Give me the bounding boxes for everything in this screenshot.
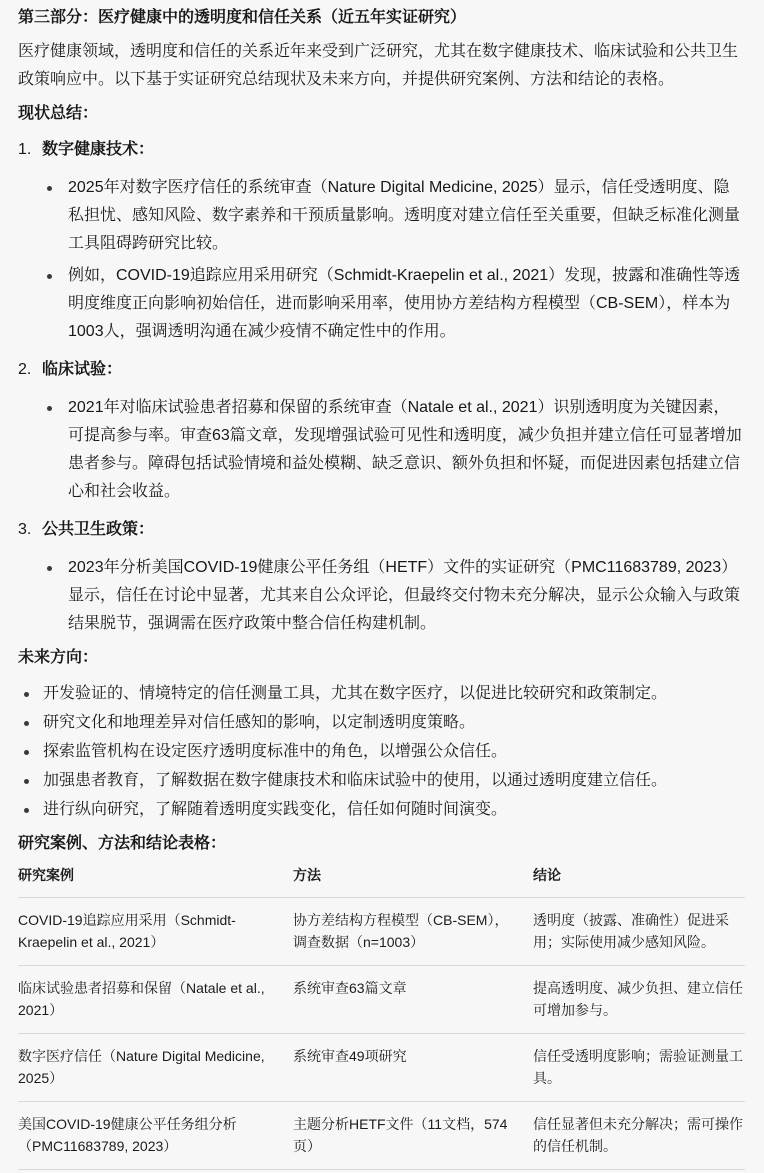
studies-table-head bbox=[18, 860, 745, 898]
future-bullet-item bbox=[18, 767, 745, 795]
table-row bbox=[18, 966, 745, 1034]
bullet-text: 研究文化和地理差异对信任感知的影响，以定制透明度策略。 bbox=[43, 714, 476, 731]
bullet-icon bbox=[47, 566, 52, 571]
status-heading: 现状总结： bbox=[18, 105, 99, 122]
bullet-icon bbox=[24, 692, 29, 697]
section-label: 数字健康技术： bbox=[42, 141, 155, 158]
future-bullet-list bbox=[18, 680, 745, 824]
status-numbered-list bbox=[18, 138, 745, 638]
table-cell: COVID-19追踪应用采用（Schmidt-Kraepelin et al., 2021） bbox=[18, 898, 293, 966]
numbered-section bbox=[18, 358, 745, 506]
table-cell: 透明度（披露、准确性）促进采用；实际使用减少感知风险。 bbox=[533, 898, 745, 966]
page-title: 第三部分：医疗健康中的透明度和信任关系（近五年实证研究） bbox=[18, 9, 467, 26]
table-cell: 协方差结构方程模型（CB-SEM），调查数据（n=1003） bbox=[293, 898, 533, 966]
future-bullet-item bbox=[18, 796, 745, 824]
bullet-item bbox=[18, 394, 745, 506]
section-label: 公共卫生政策： bbox=[42, 521, 155, 538]
future-bullet-item bbox=[18, 738, 745, 766]
section-heading bbox=[18, 138, 745, 162]
section-number: 3. bbox=[18, 521, 32, 538]
table-cell: 数字医疗信任（Nature Digital Medicine, 2025） bbox=[18, 1034, 293, 1102]
studies-table-body bbox=[18, 898, 745, 1170]
future-bullet-item bbox=[18, 709, 745, 737]
table-row bbox=[18, 898, 745, 966]
table-cell: 美国COVID-19健康公平任务组分析（PMC11683789, 2023） bbox=[18, 1102, 293, 1170]
table-header-row bbox=[18, 860, 745, 898]
bullet-icon bbox=[24, 779, 29, 784]
bullet-icon bbox=[24, 721, 29, 726]
section-heading bbox=[18, 518, 745, 542]
table-cell: 主题分析HETF文件（11文档，574页） bbox=[293, 1102, 533, 1170]
studies-table bbox=[18, 860, 745, 1170]
bullet-text: 2025年对数字医疗信任的系统审查（Nature Digital Medicine, 2025）显示，信任受透明度、隐私担忧、感知风险、数字素养和干预质量影响。透明度对建立信任至关重要，但缺乏标准化测量工具阻碍跨研究比较。 bbox=[68, 179, 741, 252]
bullet-item bbox=[18, 174, 745, 258]
table-header-cell: 方法 bbox=[293, 860, 533, 898]
table-header-cell: 结论 bbox=[533, 860, 745, 898]
future-heading: 未来方向： bbox=[18, 649, 99, 666]
table-cell: 信任显著但未充分解决；需可操作的信任机制。 bbox=[533, 1102, 745, 1170]
table-cell: 临床试验患者招募和保留（Natale et al., 2021） bbox=[18, 966, 293, 1034]
bullet-icon bbox=[47, 406, 52, 411]
bullet-text: 开发验证的、情境特定的信任测量工具，尤其在数字医疗，以促进比较研究和政策制定。 bbox=[43, 685, 668, 702]
table-cell: 信任受透明度影响；需验证测量工具。 bbox=[533, 1034, 745, 1102]
bullet-item bbox=[18, 262, 745, 346]
table-cell: 系统审查49项研究 bbox=[293, 1034, 533, 1102]
section-number: 2. bbox=[18, 361, 32, 378]
bullet-text: 进行纵向研究，了解随着透明度实践变化，信任如何随时间演变。 bbox=[43, 801, 508, 818]
numbered-section bbox=[18, 138, 745, 346]
bullet-text: 例如，COVID-19追踪应用采用研究（Schmidt-Kraepelin et al., 2021）发现，披露和准确性等透明度维度正向影响初始信任，进而影响采用率，使用协方差结构方程模型（CB-SEM），样本为1003人，强调透明沟通在减少疫情不确定性中的作用。 bbox=[68, 267, 741, 340]
table-row bbox=[18, 1102, 745, 1170]
bullet-text: 加强患者教育，了解数据在数字健康技术和临床试验中的使用，以通过透明度建立信任。 bbox=[43, 772, 668, 789]
intro-paragraph: 医疗健康领域，透明度和信任的关系近年来受到广泛研究，尤其在数字健康技术、临床试验和公共卫生政策响应中。以下基于实证研究总结现状及未来方向，并提供研究案例、方法和结论的表格。 bbox=[18, 43, 739, 88]
bullet-text: 2021年对临床试验患者招募和保留的系统审查（Natale et al., 2021）识别透明度为关键因素，可提高参与率。审查63篇文章，发现增强试验可见性和透明度，减少负担并建立信任可显著增加患者参与。障碍包括试验情境和益处模糊、缺乏意识、额外负担和怀疑，而促进因素包括建立信心和社会收益。 bbox=[68, 399, 742, 500]
bullet-icon bbox=[47, 274, 52, 279]
bullet-item bbox=[18, 554, 745, 638]
table-header-cell: 研究案例 bbox=[18, 860, 293, 898]
future-bullet-item bbox=[18, 680, 745, 708]
section-heading bbox=[18, 358, 745, 382]
bullet-text: 探索监管机构在设定医疗透明度标准中的角色，以增强公众信任。 bbox=[43, 743, 508, 760]
section-bullet-list bbox=[18, 394, 745, 506]
bullet-icon bbox=[24, 808, 29, 813]
numbered-section bbox=[18, 518, 745, 638]
section-bullet-list bbox=[18, 554, 745, 638]
section-number: 1. bbox=[18, 141, 32, 158]
table-cell: 提高透明度、减少负担、建立信任可增加参与。 bbox=[533, 966, 745, 1034]
section-label: 临床试验： bbox=[42, 361, 123, 378]
bullet-icon bbox=[24, 750, 29, 755]
table-cell: 系统审查63篇文章 bbox=[293, 966, 533, 1034]
section-bullet-list bbox=[18, 174, 745, 346]
bullet-icon bbox=[47, 186, 52, 191]
table-row bbox=[18, 1034, 745, 1102]
table-heading: 研究案例、方法和结论表格： bbox=[18, 835, 227, 852]
bullet-text: 2023年分析美国COVID-19健康公平任务组（HETF）文件的实证研究（PMC11683789, 2023）显示，信任在讨论中显著，尤其来自公众评论，但最终交付物未充分解决，显示公众输入与政策结果脱节，强调需在医疗政策中整合信任构建机制。 bbox=[68, 559, 741, 632]
